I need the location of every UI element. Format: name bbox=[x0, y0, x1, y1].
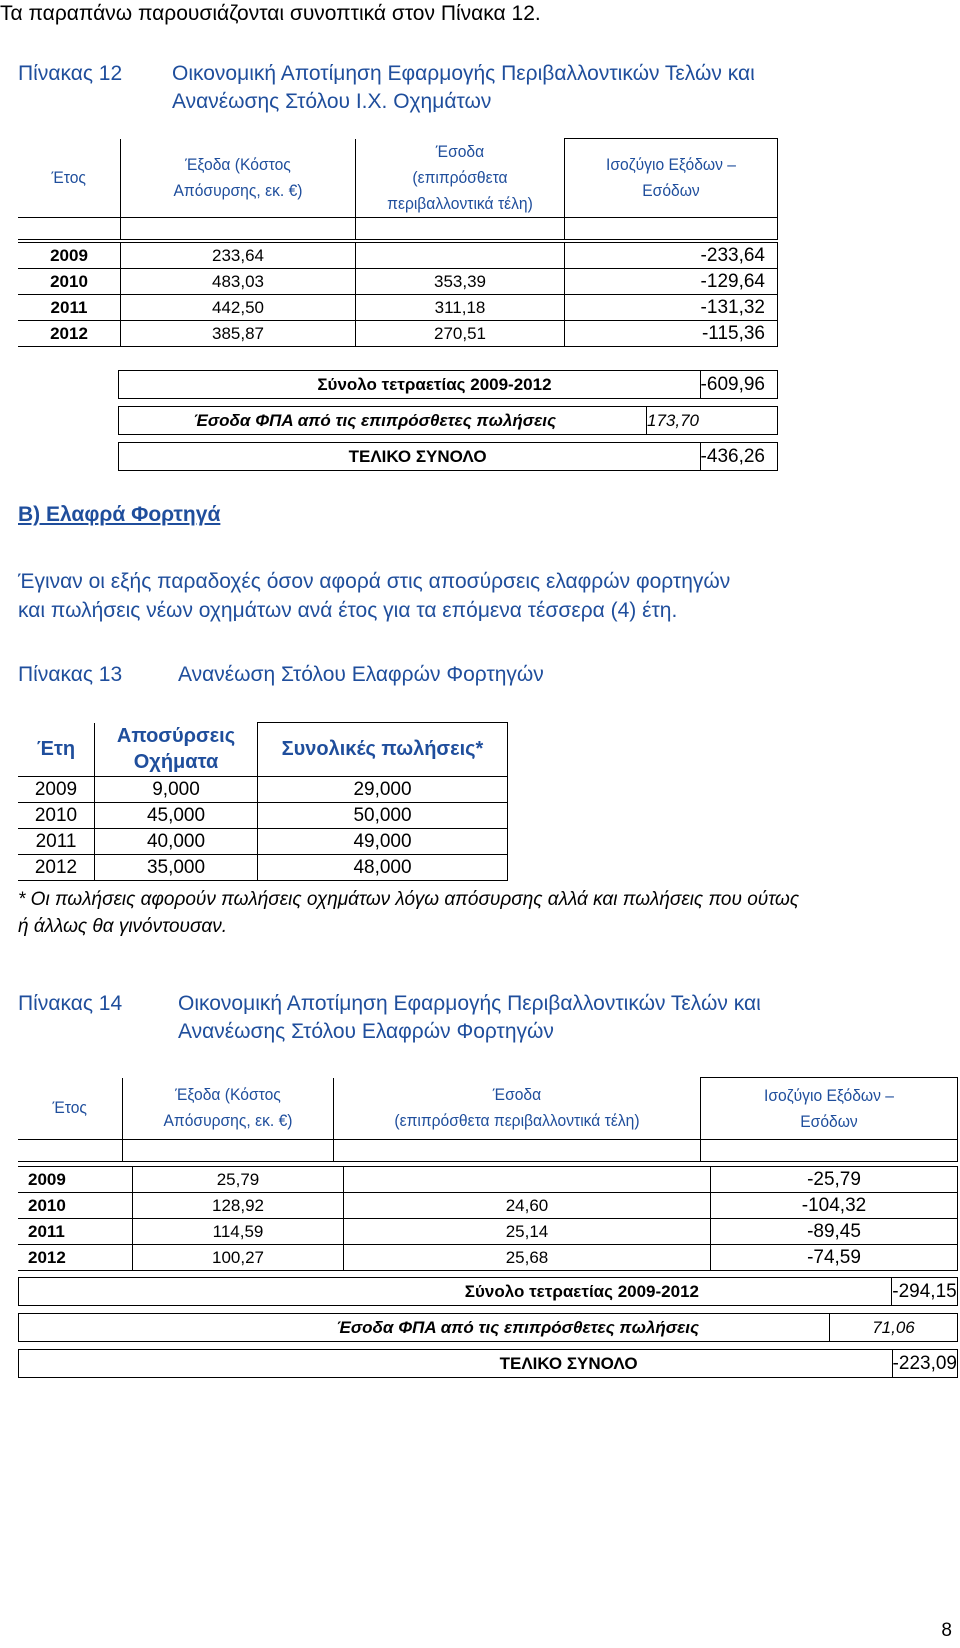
section-b-para-line1: Έγιναν οι εξής παραδοχές όσον αφορά στις αποσύρσεις ελαφρών φορτηγών bbox=[18, 570, 731, 593]
table12-title-line2: Ανανέωσης Στόλου Ι.Χ. Οχημάτων bbox=[172, 90, 492, 113]
t13-h-sales: Συνολικές πωλήσεις* bbox=[258, 723, 508, 777]
t14-year: 2012 bbox=[18, 1245, 133, 1271]
t14-total-value: -223,09 bbox=[892, 1350, 957, 1378]
table-row bbox=[18, 777, 508, 803]
footnote-line1: * Οι πωλήσεις αφορούν πωλήσεις οχημάτων λόγω απόσυρσης αλλά και πωλήσεις που ούτως bbox=[18, 889, 800, 910]
t14-h-year: Έτος bbox=[18, 1078, 123, 1140]
section-b-para-line2: και πωλήσεις νέων οχημάτων ανά έτος για τα επόμενα τέσσερα (4) έτη. bbox=[18, 599, 678, 622]
t12-rev: 353,39 bbox=[356, 269, 565, 295]
table12-label: Πίνακας 12 bbox=[18, 62, 123, 85]
t14-rev: 25,68 bbox=[344, 1245, 711, 1271]
t12-cost: 385,87 bbox=[121, 321, 356, 347]
table12-total bbox=[118, 442, 778, 471]
t14-year: 2009 bbox=[18, 1167, 133, 1193]
table14-vat bbox=[18, 1313, 958, 1342]
t14-cost: 100,27 bbox=[133, 1245, 344, 1271]
t12-total-value: -436,26 bbox=[700, 443, 777, 471]
table12-header bbox=[18, 138, 778, 240]
table-row bbox=[18, 1167, 958, 1193]
t12-bal: -131,32 bbox=[565, 295, 778, 321]
t13-scrap: 40,000 bbox=[95, 829, 258, 855]
page-number: 8 bbox=[941, 1620, 952, 1641]
t12-rev: 270,51 bbox=[356, 321, 565, 347]
t12-h-year: Έτος bbox=[18, 139, 121, 218]
t14-vat-value: 71,06 bbox=[830, 1314, 958, 1342]
t14-rev: 24,60 bbox=[344, 1193, 711, 1219]
t12-year: 2010 bbox=[18, 269, 121, 295]
table-row bbox=[18, 1219, 958, 1245]
t14-bal: -25,79 bbox=[711, 1167, 958, 1193]
table-row bbox=[18, 321, 778, 347]
t12-bal: -233,64 bbox=[565, 243, 778, 269]
t12-rev bbox=[356, 243, 565, 269]
table14-header bbox=[18, 1077, 958, 1162]
t14-cost: 128,92 bbox=[133, 1193, 344, 1219]
table14-title-line2: Ανανέωσης Στόλου Ελαφρών Φορτηγών bbox=[178, 1020, 554, 1043]
table-row bbox=[18, 243, 778, 269]
table12-body bbox=[18, 242, 778, 347]
intro-text: Τα παραπάνω παρουσιάζονται συνοπτικά στον Πίνακα 12. bbox=[0, 2, 541, 25]
t12-cost: 483,03 bbox=[121, 269, 356, 295]
t12-vat-value: 173,70 bbox=[647, 407, 778, 435]
t12-sum-label: Σύνολο τετραετίας 2009-2012 bbox=[119, 371, 701, 399]
table12-title-line1: Οικονομική Αποτίμηση Εφαρμογής Περιβαλλοντικών Τελών και bbox=[172, 62, 755, 85]
t14-year: 2011 bbox=[18, 1219, 133, 1245]
section-b-heading: Β) Ελαφρά Φορτηγά bbox=[18, 503, 221, 526]
t14-sum-value: -294,15 bbox=[892, 1278, 958, 1306]
t14-bal: -74,59 bbox=[711, 1245, 958, 1271]
table14-label: Πίνακας 14 bbox=[18, 992, 123, 1015]
t13-scrap: 45,000 bbox=[95, 803, 258, 829]
table-row bbox=[18, 1193, 958, 1219]
t12-vat-label: Έσοδα ΦΠΑ από τις επιπρόσθετες πωλήσεις bbox=[119, 407, 647, 435]
t14-vat-label: Έσοδα ΦΠΑ από τις επιπρόσθετες πωλήσεις bbox=[19, 1314, 830, 1342]
t14-rev bbox=[344, 1167, 711, 1193]
t13-year: 2009 bbox=[18, 777, 95, 803]
t14-h-rev: Έσοδα (επιπρόσθετα περιβαλλοντικά τέλη) bbox=[334, 1078, 701, 1140]
t13-h-scrap: Αποσύρσεις Οχήματα bbox=[95, 723, 258, 777]
t13-year: 2012 bbox=[18, 855, 95, 881]
table-row bbox=[18, 803, 508, 829]
t13-year: 2011 bbox=[18, 829, 95, 855]
t13-year: 2010 bbox=[18, 803, 95, 829]
t12-h-cost: Έξοδα (Κόστος Απόσυρσης, εκ. €) bbox=[121, 139, 356, 218]
table12-summary bbox=[118, 370, 778, 399]
t14-sum-label: Σύνολο τετραετίας 2009-2012 bbox=[19, 1278, 892, 1306]
t14-year: 2010 bbox=[18, 1193, 133, 1219]
t12-sum-value: -609,96 bbox=[700, 371, 777, 399]
table14-title-line1: Οικονομική Αποτίμηση Εφαρμογής Περιβαλλοντικών Τελών και bbox=[178, 992, 761, 1015]
t12-cost: 442,50 bbox=[121, 295, 356, 321]
t13-h-year: Έτη bbox=[18, 723, 95, 777]
table-row bbox=[18, 1245, 958, 1271]
t12-bal: -115,36 bbox=[565, 321, 778, 347]
footnote-line2: ή άλλως θα γινόντουσαν. bbox=[18, 916, 228, 937]
t12-total-label: ΤΕΛΙΚΟ ΣΥΝΟΛΟ bbox=[119, 443, 701, 471]
section-b-paragraph bbox=[18, 567, 730, 625]
t12-bal: -129,64 bbox=[565, 269, 778, 295]
t12-year: 2012 bbox=[18, 321, 121, 347]
table14-summary bbox=[18, 1277, 958, 1306]
table13 bbox=[18, 722, 508, 881]
t14-rev: 25,14 bbox=[344, 1219, 711, 1245]
t13-sales: 50,000 bbox=[258, 803, 508, 829]
t13-scrap: 9,000 bbox=[95, 777, 258, 803]
t13-scrap: 35,000 bbox=[95, 855, 258, 881]
table-row bbox=[18, 855, 508, 881]
table-row bbox=[18, 829, 508, 855]
t13-sales: 49,000 bbox=[258, 829, 508, 855]
t12-year: 2011 bbox=[18, 295, 121, 321]
t12-cost: 233,64 bbox=[121, 243, 356, 269]
table13-footnote bbox=[18, 886, 799, 940]
t12-h-bal: Ισοζύγιο Εξόδων – Εσόδων bbox=[565, 139, 778, 218]
table13-title: Ανανέωση Στόλου Ελαφρών Φορτηγών bbox=[178, 663, 544, 686]
t14-h-cost: Έξοδα (Κόστος Απόσυρσης, εκ. €) bbox=[123, 1078, 334, 1140]
table12-title bbox=[172, 60, 755, 116]
t13-sales: 48,000 bbox=[258, 855, 508, 881]
table14-title bbox=[178, 990, 761, 1046]
table14-total bbox=[18, 1349, 958, 1378]
t12-h-rev: Έσοδα (επιπρόσθετα περιβαλλοντικά τέλη) bbox=[356, 139, 565, 218]
t14-bal: -104,32 bbox=[711, 1193, 958, 1219]
t14-bal: -89,45 bbox=[711, 1219, 958, 1245]
t14-cost: 114,59 bbox=[133, 1219, 344, 1245]
t14-total-label: ΤΕΛΙΚΟ ΣΥΝΟΛΟ bbox=[19, 1350, 893, 1378]
table12-vat bbox=[118, 406, 778, 435]
table13-label: Πίνακας 13 bbox=[18, 663, 123, 686]
t12-rev: 311,18 bbox=[356, 295, 565, 321]
table-row bbox=[18, 295, 778, 321]
table14-body bbox=[18, 1166, 958, 1271]
t14-h-bal: Ισοζύγιο Εξόδων – Εσόδων bbox=[701, 1078, 958, 1140]
table-row bbox=[18, 269, 778, 295]
t14-cost: 25,79 bbox=[133, 1167, 344, 1193]
t12-year: 2009 bbox=[18, 243, 121, 269]
t13-sales: 29,000 bbox=[258, 777, 508, 803]
